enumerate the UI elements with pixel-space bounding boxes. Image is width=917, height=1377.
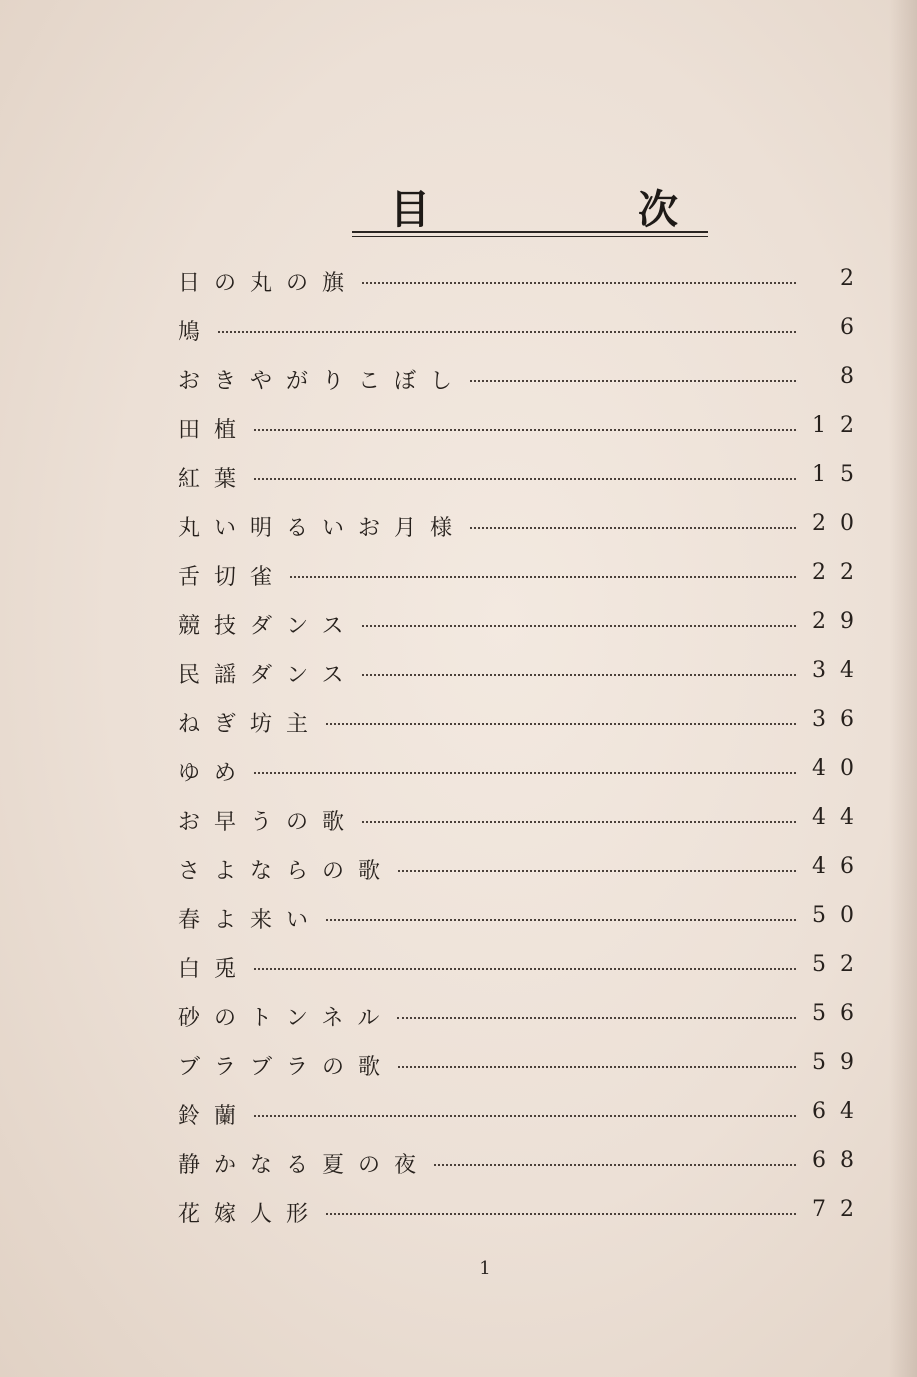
toc-entry (178, 309, 868, 355)
toc-entry (178, 358, 868, 404)
dot-leader (434, 1164, 796, 1166)
toc-entry-title: 民謡ダンス (178, 663, 358, 688)
dot-leader (362, 282, 796, 284)
toc-entry-page: 46 (812, 854, 868, 879)
toc-entry (178, 1191, 868, 1237)
toc-entry-title: 丸い明るいお月様 (178, 516, 467, 541)
toc-entry-title: ゆめ (178, 761, 251, 786)
dot-leader (254, 1115, 796, 1117)
toc-entry-page: 20 (812, 511, 868, 536)
toc-entry (178, 505, 868, 551)
toc-entry-title: ねぎ坊主 (178, 712, 323, 737)
toc-entry-page: 59 (812, 1050, 868, 1075)
dot-leader (362, 674, 796, 676)
toc-entry-page: 72 (812, 1197, 868, 1222)
toc-entry-page: 36 (812, 707, 868, 732)
toc-entry-title: お早うの歌 (178, 810, 359, 835)
dot-leader (254, 478, 796, 480)
toc-entry (178, 1093, 868, 1139)
dot-leader (218, 331, 796, 333)
toc-title (352, 178, 712, 233)
toc-entry-title: 舌切雀 (178, 565, 287, 590)
toc-entry-title: さよならの歌 (178, 859, 395, 884)
toc-title-char-1: 目 (390, 186, 430, 233)
toc-entry-page: 40 (812, 756, 868, 781)
toc-entry-title: 花嫁人形 (178, 1202, 323, 1227)
toc-entry-title: 田植 (178, 418, 251, 443)
dot-leader (397, 1017, 796, 1019)
toc-entry-page: 22 (812, 560, 868, 585)
toc-entry (178, 652, 868, 698)
toc-entry (178, 799, 868, 845)
dot-leader (398, 870, 796, 872)
toc-entry-title: おきやがりこぼし (178, 369, 467, 394)
toc-entry (178, 701, 868, 747)
toc-entry-page: 6 (840, 315, 868, 340)
toc-entry-page: 12 (812, 413, 868, 438)
dot-leader (470, 527, 796, 529)
toc-entry-page: 34 (812, 658, 868, 683)
toc-list (0, 250, 917, 1250)
toc-entry (178, 995, 868, 1041)
dot-leader (362, 821, 796, 823)
toc-entry-title: ブラブラの歌 (178, 1055, 395, 1080)
title-double-rule-bottom (352, 236, 708, 237)
toc-entry-page: 56 (812, 1001, 868, 1026)
toc-entry (178, 407, 868, 453)
toc-entry-title: 鳩 (178, 320, 215, 345)
dot-leader (254, 772, 796, 774)
toc-entry-title: 鈴蘭 (178, 1104, 251, 1129)
toc-entry-page: 8 (840, 364, 868, 389)
toc-entry-page: 50 (812, 903, 868, 928)
toc-entry-page: 64 (812, 1099, 868, 1124)
dot-leader (470, 380, 796, 382)
toc-entry-title: 日の丸の旗 (178, 271, 359, 296)
toc-entry (178, 260, 868, 306)
dot-leader (290, 576, 796, 578)
dot-leader (254, 429, 796, 431)
toc-entry-title: 白兎 (178, 957, 251, 982)
dot-leader (254, 968, 796, 970)
dot-leader (362, 625, 796, 627)
toc-entry-page: 52 (812, 952, 868, 977)
toc-entry-title: 砂のトンネル (178, 1006, 394, 1031)
toc-title-char-2: 次 (638, 186, 678, 233)
title-double-rule-top (352, 231, 708, 233)
page-folio: 1 (479, 1258, 491, 1279)
toc-entry (178, 456, 868, 502)
toc-entry-page: 44 (812, 805, 868, 830)
toc-entry (178, 1142, 868, 1188)
toc-entry (178, 1044, 868, 1090)
toc-entry-page: 2 (840, 266, 868, 291)
toc-entry-title: 競技ダンス (178, 614, 358, 639)
toc-entry-page: 29 (812, 609, 868, 634)
toc-entry (178, 603, 868, 649)
dot-leader (326, 1213, 796, 1215)
toc-entry-title: 春よ来い (178, 908, 323, 933)
toc-entry (178, 750, 868, 796)
dot-leader (326, 919, 796, 921)
toc-entry (178, 897, 868, 943)
toc-entry (178, 946, 868, 992)
toc-entry-page: 68 (812, 1148, 868, 1173)
dot-leader (326, 723, 796, 725)
toc-entry (178, 554, 868, 600)
toc-entry-title: 静かなる夏の夜 (178, 1153, 431, 1178)
toc-entry-page: 15 (812, 462, 868, 487)
toc-entry (178, 848, 868, 894)
dot-leader (398, 1066, 796, 1068)
toc-entry-title: 紅葉 (178, 467, 251, 492)
